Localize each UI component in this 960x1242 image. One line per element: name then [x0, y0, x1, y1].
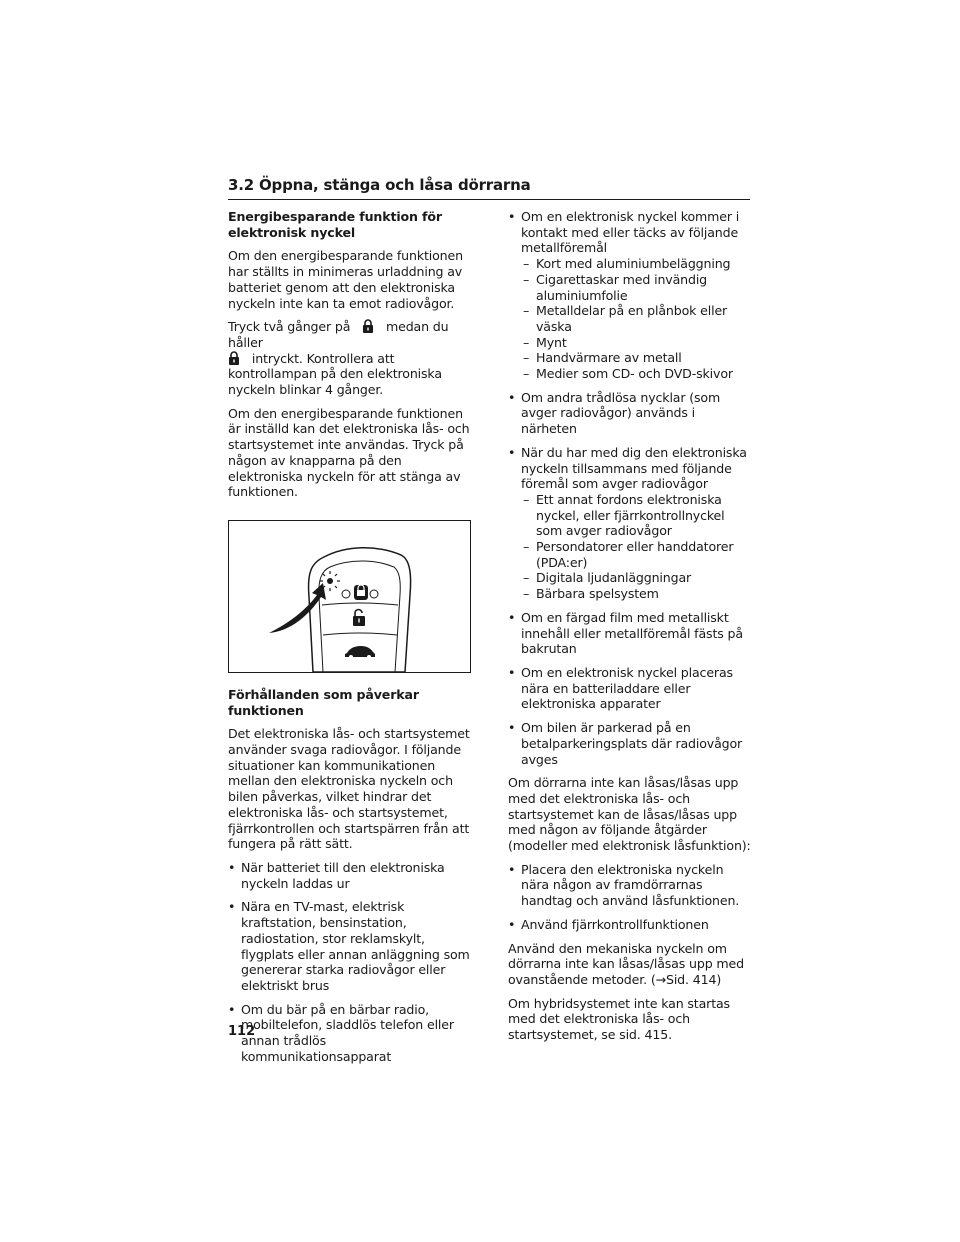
list-item: • Nära en TV-mast, elektrisk kraftstation, bensinstation, radiostation, stor reklamskylt, flygplats eller annan anläggning som genererar starka radiovågor eller elektriskt brus [228, 899, 473, 993]
list-item: • Om andra trådlösa nycklar (som avger radiovågor) används i närheten [508, 390, 753, 437]
list-item: • Om du bär på en bärbar radio, mobiltelefon, sladdlös telefon eller annan trådlös kommunikationsapparat [228, 1002, 473, 1065]
list-item: • Om en elektronisk nyckel placeras nära en batteriladdare eller elektroniska apparater [508, 665, 753, 712]
list-item-text: När du har med dig den elektroniska nyckeln tillsammans med följande föremål som avger radiovågor [521, 444, 747, 492]
paragraph-mechanical-key: Använd den mekaniska nyckeln om dörrarna inte kan låsas/låsas upp med ovanstående metoder. (→Sid. 414) [508, 940, 744, 987]
sub-list-item: – Metalldelar på en plånbok eller väska [521, 303, 753, 334]
list-item: • Placera den elektroniska nyckeln nära någon av framdörrarnas handtag och använd låsfunktionen. [508, 862, 753, 909]
key-fob-illustration [228, 520, 471, 673]
paragraph-conditions-intro: Det elektroniska lås- och startsystemet använder svaga radiovågor. I följande situationer kan kommunikationen mellan den elektroniska nyckeln och bilen påverkas, vilket hindrar det elektroniska lås- och startsystemet, fjärrkontrollen och startspärren från att fungera på rätt sätt. [228, 726, 470, 852]
sub-list-item: – Kort med aluminiumbeläggning [521, 256, 753, 272]
list-item [508, 209, 753, 382]
sub-list-item: – Persondatorer eller handdatorer (PDA:er) [521, 539, 753, 570]
heading-conditions: Förhållanden som påverkar funktionen [228, 686, 419, 718]
lock-icon [228, 351, 240, 365]
paragraph-energy-saving-disable: Om den energibesparande funktionen är inställd kan det elektroniska lås- och startsystemet inte användas. Tryck på någon av knapparna på den elektroniska nyckeln för att stänga av funktionen. [228, 405, 470, 500]
list-item-text: Om en elektronisk nyckel kommer i kontakt med eller täcks av följande metallföremål [521, 209, 740, 256]
list-item [508, 445, 753, 602]
page-number: 112 [228, 1024, 256, 1039]
sub-list-item: – Medier som CD- och DVD-skivor [521, 366, 753, 382]
conditions-list [228, 860, 473, 1064]
sub-list-item: – Cigarettaskar med invändig aluminiumfolie [521, 272, 753, 303]
list-item: • När batteriet till den elektroniska nyckeln laddas ur [228, 860, 473, 891]
sub-list-item: – Handvärmare av metall [521, 350, 753, 366]
list-item: • Om en färgad film med metalliskt innehåll eller metallföremål fästs på bakrutan [508, 610, 753, 657]
metal-objects-sublist [521, 256, 753, 382]
sub-list-item: – Ett annat fordons elektroniska nyckel, eller fjärrkontrollnyckel som avger radiovågor [521, 492, 753, 539]
sub-list-item: – Digitala ljudanläggningar [521, 570, 753, 586]
paragraph-energy-saving-intro: Om den energibesparande funktionen har ställts in minimeras urladdning av batteriet genom att den elektroniska nyckeln inte kan ta emot radiovågor. [228, 248, 463, 311]
radio-objects-sublist [521, 492, 753, 602]
lock-alternatives-list [508, 862, 753, 933]
lock-icon [362, 319, 374, 333]
instruction-text-middle: medan du håller [228, 319, 449, 350]
conditions-list-continued [508, 209, 753, 767]
paragraph-hybrid-start: Om hybridsystemet inte kan startas med det elektroniska lås- och startsystemet, se sid. 415. [508, 995, 730, 1043]
right-column [508, 209, 753, 1051]
section-header: 3.2 Öppna, stänga och låsa dörrarna [228, 176, 531, 194]
left-column [228, 209, 473, 1072]
key-fob-drawing [229, 521, 470, 672]
paragraph-lock-alternatives: Om dörrarna inte kan låsas/låsas upp med det elektroniska lås- och startsystemet kan de låsas/låsas upp med någon av följande åtgärder (modeller med elektronisk låsfunktion): [508, 775, 751, 854]
sub-list-item: – Mynt [521, 335, 753, 351]
section-divider [228, 199, 750, 200]
list-item: • Om bilen är parkerad på en betalparkeringsplats där radiovågor avges [508, 720, 753, 767]
sub-list-item: – Bärbara spelsystem [521, 586, 753, 602]
list-item: • Använd fjärrkontrollfunktionen [508, 917, 753, 933]
instruction-text-end: intryckt. Kontrollera att kontrollampan på den elektroniska nyckeln blinkar 4 gånger. [228, 350, 442, 398]
instruction-text-start: Tryck två gånger på [228, 319, 351, 335]
paragraph-energy-saving-instructions [228, 319, 473, 398]
heading-energy-saving: Energibesparande funktion för elektronisk nyckel [228, 209, 442, 240]
